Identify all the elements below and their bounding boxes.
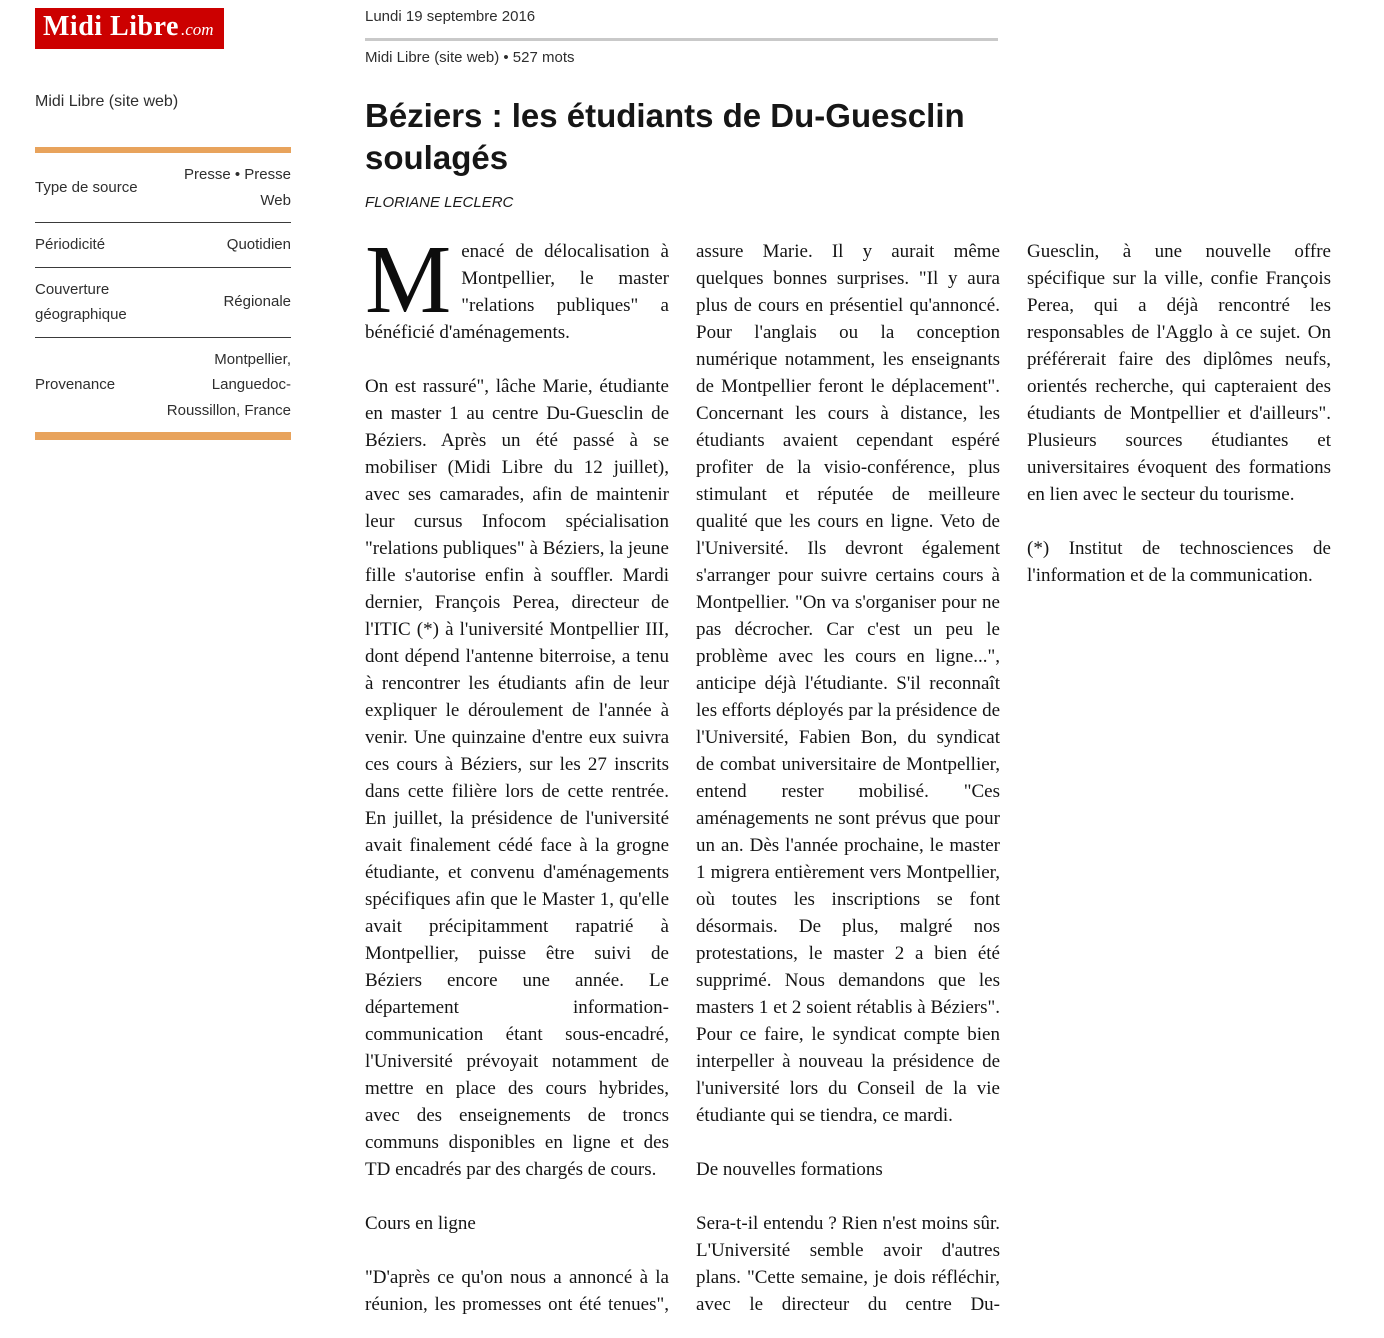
midi-libre-logo [35, 8, 224, 49]
meta-value: Régionale [223, 293, 291, 311]
meta-row-periodicite [35, 223, 291, 268]
sidebar [35, 8, 291, 440]
meta-label: Périodicité [35, 236, 106, 253]
meta-value: Presse • Presse Web [184, 166, 291, 209]
article-author: FLORIANE LECLERC [365, 194, 514, 212]
meta-label: Type de source [35, 178, 138, 196]
article-body [365, 238, 1331, 1338]
meta-row-couverture-geographique [35, 268, 291, 338]
lead-paragraph: Menacé de délocalisation à Montpellier, le master "relations publiques" a bénéficié d'aménagements. [365, 238, 669, 344]
meta-label: Provenance [35, 376, 116, 393]
article-date: Lundi 19 septembre 2016 [365, 8, 536, 25]
logo-text: Midi Libre [43, 11, 179, 42]
dropcap-letter: M [365, 238, 452, 334]
metadata-table [35, 147, 291, 440]
article-paragraph: "D'après ce qu'on nous a annoncé à la réunion, les promesses ont été tenues", assure Marie. Il y aurait même quelques bonnes surprises. "Il y aura plus de cours en présentiel qu'annoncé. Pour l'anglais ou la conception numérique notamment, les enseignants de Montpellier feront le déplacement". Concernant les cours à distance, les étudiants avaient cependant espéré profiter de la visio-conférence, plus stimulant et réputée de meilleure qualité que les cours en ligne. Veto de l'Université. Ils devront également s'arranger pour suivre certains cours à Montpellier. "On va s'organiser pour ne pas décrocher. Car c'est un peu le problème avec les cours en ligne...", anticipe déjà l'étudiante. S'il reconnaît les efforts déployés par la présidence de l'Université, Fabien Bon, du syndicat de combat universitaire de Montpellier, entend rester mobilisé. "Ces aménagements ne sont prévus que pour un an. Dès l'année prochaine, le master 1 migrera entièrement vers Montpellier, où toutes les inscriptions se font désormais. De plus, malgré nos protestations, le master 2 a bien été supprimé. Nous demandons que les masters 1 et 2 soient rétablis à Béziers". Pour ce faire, le syndicat compte bien interpeller à nouveau la présidence de l'université lors du Conseil de la vie étudiante qui se tiendra, ce mardi. [365, 241, 1000, 1316]
meta-row-provenance [35, 338, 291, 433]
source-name: Midi Libre (site web) [35, 93, 179, 110]
page-title: Béziers : les étudiants de Du-Guesclin soulagés [365, 97, 965, 177]
header-divider [365, 38, 998, 41]
meta-label: Couverture géographique [35, 280, 127, 323]
logo-suffix: .com [180, 20, 214, 39]
article-paragraph: On est rassuré", lâche Marie, étudiante en master 1 au centre Du-Guesclin de Béziers. Après un été passé à se mobiliser (Midi Libre du 12 juillet), avec ses camarades, afin de maintenir leur cursus Infocom spécialisation "relations publiques" à Béziers, la jeune fille s'autorise enfin à souffler. Mardi dernier, François Perea, directeur de l'ITIC (*) à l'université Montpellier III, dont dépend l'antenne biterroise, a tenu à rencontrer les étudiants afin de leur expliquer le déroulement de l'année à venir. Une quinzaine d'entre eux suivra ces cours à Béziers, sur les 27 inscrits dans cette filière lors de cette rentrée. En juillet, la présidence de l'université avait finalement cédé face à la grogne étudiante, et convenu d'aménagements spécifiques afin que le Master 1, qu'elle avait précipitamment rapatrié à Montpellier, puisse être suivi de Béziers encore une année. Le département information-communication étant sous-encadré, l'Université prévoyait notamment de mettre en place des cours hybrides, avec des enseignements de troncs communs disponibles en ligne et des TD encadrés par des chargés de cours. [365, 376, 669, 1181]
meta-row-type-de-source [35, 153, 291, 223]
article-paragraph: Sera-t-il entendu ? Rien n'est moins sûr. L'Université semble avoir d'autres plans. "Cette semaine, je dois réfléchir, avec le directeur du centre Du-Guesclin, à une nouvelle offre spécifique sur la ville, confie François Perea, qui a déjà rencontré les responsables de l'Agglo à ce sujet. On préférerait faire des diplômes neufs, orientés recherche, qui capteraient des étudiants de Montpellier et d'ailleurs". Plusieurs sources étudiantes et universitaires évoquent des formations en lien avec le secteur du tourisme. [696, 241, 1331, 1316]
article-content [365, 8, 1331, 1338]
source-word-count: Midi Libre (site web) • 527 mots [365, 49, 575, 66]
section-subhead: Cours en ligne [365, 1213, 476, 1235]
meta-value: Quotidien [226, 236, 291, 253]
section-subhead: De nouvelles formations [696, 1159, 883, 1181]
meta-value: Montpellier, Languedoc-Roussillon, France [166, 350, 291, 419]
article-paragraph: (*) Institut de technosciences de l'information et de la communication. [1027, 538, 1331, 587]
